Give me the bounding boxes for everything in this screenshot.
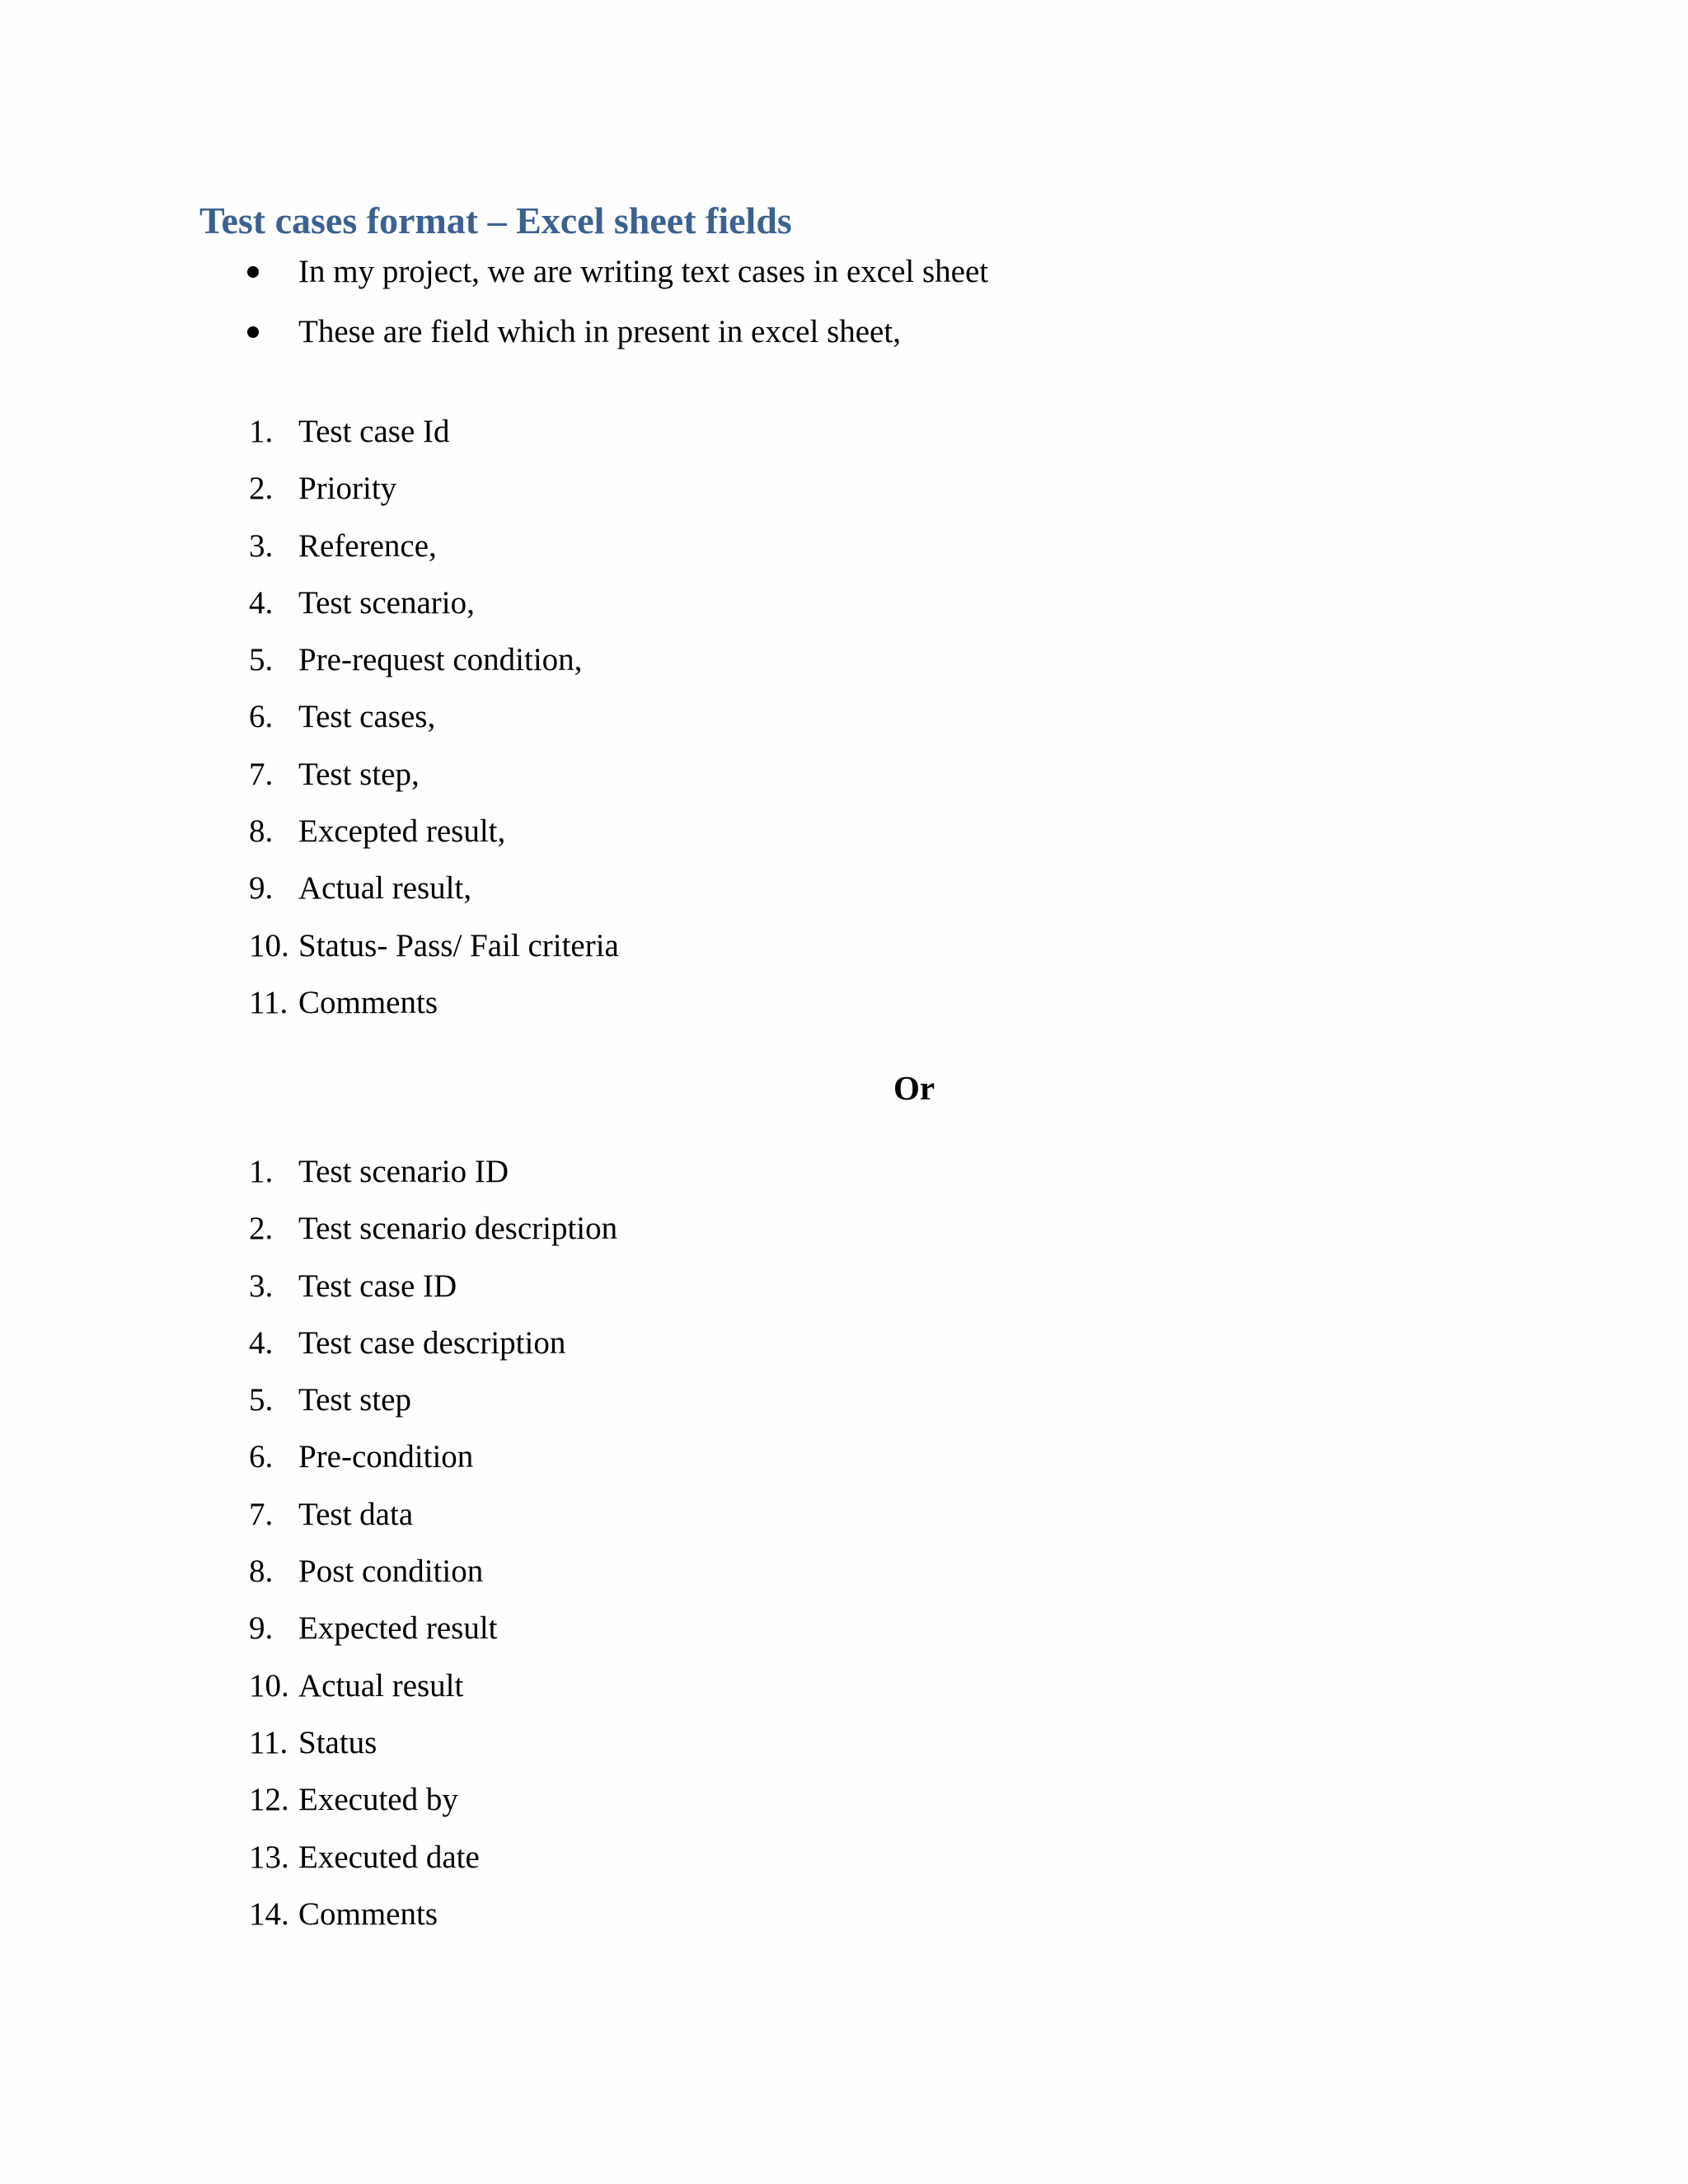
list-text: Reference, [298,527,437,564]
list-number: 7. [249,1496,274,1532]
list-number: 3. [249,1268,274,1304]
list-text: Status- Pass/ Fail criteria [298,927,619,963]
list-number: 14. [249,1896,289,1932]
separator-or: Or [893,1069,935,1107]
list-text: Test case ID [298,1268,457,1304]
list-text: Comments [298,1896,438,1932]
list-number: 1. [249,1154,274,1189]
list-number: 2. [249,1211,274,1247]
list-number: 10. [249,1667,289,1704]
list-text: Expected result [298,1610,498,1647]
list-number: 4. [249,1324,274,1361]
list-number: 4. [249,584,274,621]
list-text: Status [298,1724,377,1760]
list-number: 3. [249,527,274,564]
list-text: Test data [298,1496,414,1532]
bullet-icon [247,266,259,278]
list-number: 9. [249,1610,274,1647]
list-number: 9. [249,870,274,907]
list-number: 8. [249,813,274,850]
list-text: Test scenario, [298,584,475,621]
list-text: Test scenario description [298,1211,618,1247]
list-number: 11. [249,1724,288,1760]
list-text: Actual result [298,1667,464,1704]
list-number: 13. [249,1839,289,1875]
list-number: 10. [249,927,289,963]
list-text: Comments [298,984,438,1020]
list-text: Post condition [298,1554,484,1590]
list-number: 12. [249,1782,289,1818]
list-number: 6. [249,1439,274,1475]
list-text: Excepted result, [298,813,506,850]
list-text: Priority [298,471,397,507]
list-number: 5. [249,1382,274,1418]
list-number: 8. [249,1554,274,1590]
list-text: Pre-condition [298,1439,474,1475]
list-number: 7. [249,756,274,792]
bullet-text: In my project, we are writing text cases in excel sheet [298,254,989,289]
list-text: Executed by [298,1782,458,1818]
list-text: Test scenario ID [298,1154,509,1189]
list-text: Test step [298,1382,411,1418]
list-text: Test cases, [298,699,436,735]
list-text: Test case description [298,1324,566,1361]
list-text: Test case Id [298,414,450,449]
list-text: Pre-request condition, [298,642,583,678]
page-title: Test cases format – Excel sheet fields [199,199,792,241]
list-number: 1. [249,414,274,449]
list-text: Actual result, [298,870,472,907]
list-number: 2. [249,471,274,507]
list-text: Test step, [298,756,420,792]
list-number: 6. [249,699,274,735]
list-number: 11. [249,984,288,1020]
list-number: 5. [249,642,274,678]
bullet-text: These are field which in present in excel sheet, [298,314,901,349]
list-text: Executed date [298,1839,480,1875]
bullet-icon [247,326,259,338]
